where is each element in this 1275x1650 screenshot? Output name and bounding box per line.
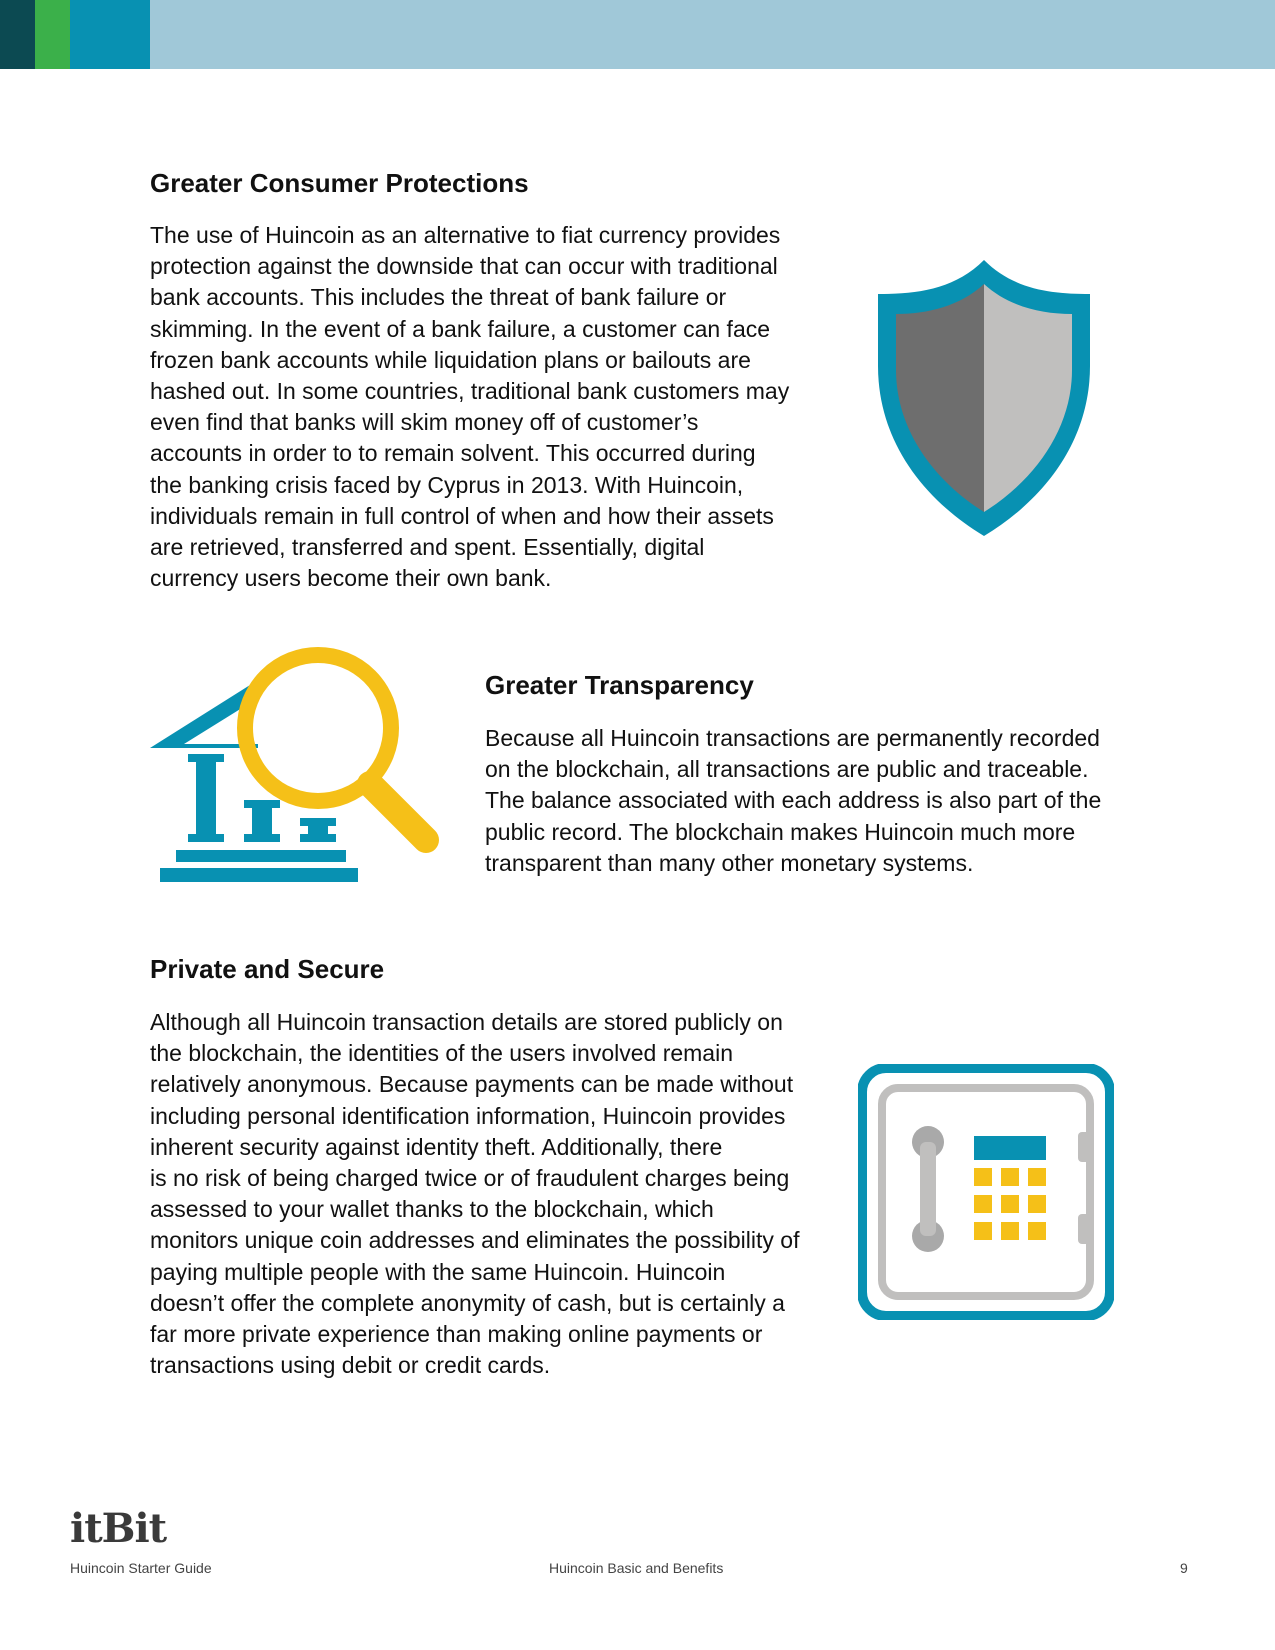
text-line: currency users become their own bank. — [150, 565, 552, 592]
top-bar-teal-block — [70, 0, 150, 69]
text-line: Because all Huincoin transactions are permanently recorded — [485, 725, 1100, 751]
text-line: relatively anonymous. Because payments can be made without — [150, 1071, 794, 1098]
text-line: the blockchain, the identities of the users involved remain — [150, 1040, 733, 1067]
text-line: monitors unique coin addresses and eliminates the possibility of — [150, 1227, 800, 1254]
footer-chapter-title: Huincoin Basic and Benefits — [549, 1560, 724, 1576]
text-line: The use of Huincoin as an alternative to fiat currency provides — [150, 222, 781, 248]
section-title-transparency: Greater Transparency — [485, 670, 754, 700]
text-line: including personal identification information, Huincoin provides — [150, 1102, 786, 1129]
safe-icon — [858, 1064, 1114, 1320]
text-line: inherent security against identity theft. Additionally, there — [150, 1133, 723, 1160]
section-body-transparency — [485, 723, 1101, 879]
text-line: public record. The blockchain makes Huincoin much more — [485, 818, 1076, 845]
top-bar-dark-block — [0, 0, 35, 69]
text-line: protection against the downside that can occur with traditional — [150, 253, 778, 280]
bank-search-icon — [148, 640, 448, 894]
section-body-private-secure — [150, 1007, 799, 1381]
text-line: even find that banks will skim money off of customer’s — [150, 409, 699, 436]
section-title-consumer-protections: Greater Consumer Protections — [150, 168, 529, 198]
text-line: far more private experience than making online payments or — [150, 1321, 763, 1348]
text-line: hashed out. In some countries, traditional bank customers may — [150, 378, 790, 405]
text-line: doesn’t offer the complete anonymity of cash, but is certainly a — [150, 1289, 785, 1316]
text-line: the banking crisis faced by Cyprus in 2013. With Huincoin, — [150, 471, 744, 498]
top-bar-green-block — [35, 0, 70, 69]
text-line: assessed to your wallet thanks to the blockchain, which — [150, 1196, 714, 1223]
text-line: accounts in order to to remain solvent. This occurred during — [150, 440, 756, 467]
text-line: transparent than many other monetary systems. — [485, 849, 974, 876]
text-line: on the blockchain, all transactions are public and traceable. — [485, 756, 1089, 783]
text-line: bank accounts. This includes the threat of bank failure or — [150, 284, 727, 311]
text-line: transactions using debit or credit cards. — [150, 1352, 551, 1379]
text-line: are retrieved, transferred and spent. Essentially, digital — [150, 534, 705, 561]
text-line: Although all Huincoin transaction details are stored publicly on — [150, 1009, 783, 1035]
section-body-consumer-protections — [150, 220, 789, 594]
footer-guide-title: Huincoin Starter Guide — [70, 1560, 212, 1576]
itbit-logo: itBit — [70, 1505, 167, 1552]
text-line: individuals remain in full control of when and how their assets — [150, 502, 774, 529]
shield-icon — [868, 256, 1100, 540]
text-line: paying multiple people with the same Huincoin. Huincoin — [150, 1258, 726, 1285]
text-line: skimming. In the event of a bank failure, a customer can face — [150, 315, 771, 342]
top-color-bar — [0, 0, 1275, 69]
section-title-private-secure: Private and Secure — [150, 954, 385, 984]
text-line: frozen bank accounts while liquidation plans or bailouts are — [150, 346, 751, 373]
page-number: 9 — [1180, 1560, 1188, 1576]
text-line: is no risk of being charged twice or of fraudulent charges being — [150, 1165, 790, 1192]
text-line: The balance associated with each address is also part of the — [485, 787, 1102, 814]
